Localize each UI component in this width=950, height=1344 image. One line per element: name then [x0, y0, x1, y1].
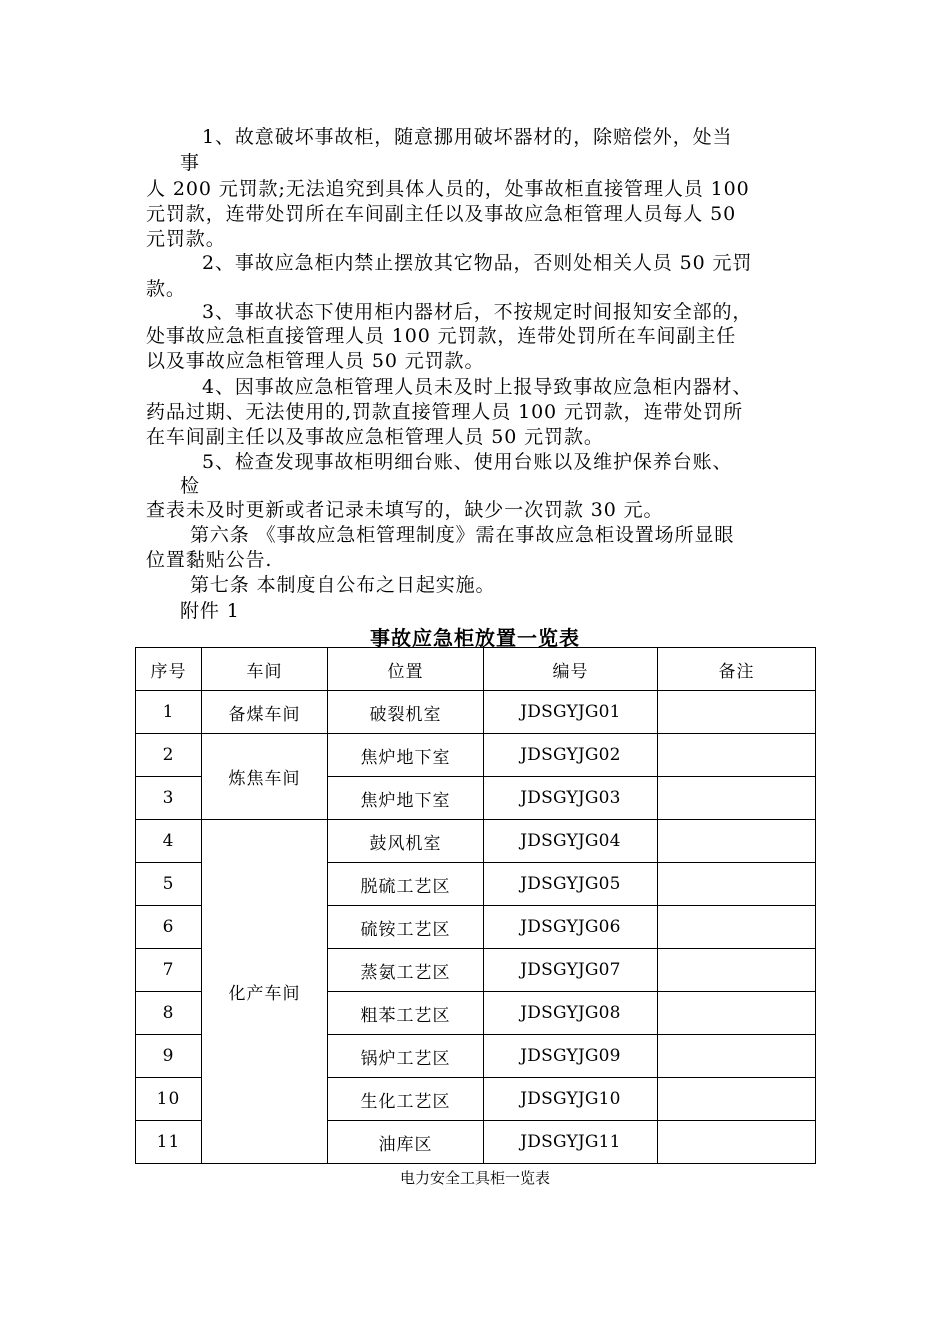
- cell-no: 4: [136, 820, 202, 863]
- cell-location: 油库区: [328, 1121, 484, 1164]
- header-location: 位置: [328, 648, 484, 691]
- paragraph-line: 2、事故应急柜内禁止摆放其它物品，否则处相关人员 50 元罚: [202, 252, 753, 274]
- paragraph-line: 第六条 《事故应急柜管理制度》需在事故应急柜设置场所显眼: [190, 524, 735, 546]
- cell-workshop: 备煤车间: [202, 691, 328, 734]
- table-header-row: [136, 648, 816, 691]
- cell-note: [658, 820, 816, 863]
- cell-code: JDSGYJG08: [484, 992, 658, 1035]
- cell-no: 9: [136, 1035, 202, 1078]
- cell-note: [658, 992, 816, 1035]
- paragraph-line: 处事故应急柜直接管理人员 100 元罚款，连带处罚所在车间副主任: [146, 325, 737, 347]
- cell-code: JDSGYJG03: [484, 777, 658, 820]
- paragraph-line: 药品过期、无法使用的,罚款直接管理人员 100 元罚款，连带处罚所: [146, 401, 744, 423]
- table-title: 事故应急柜放置一览表: [370, 626, 580, 650]
- cell-code: JDSGYJG04: [484, 820, 658, 863]
- paragraph-line: 事: [180, 152, 200, 174]
- header-code: 编号: [484, 648, 658, 691]
- cell-no: 1: [136, 691, 202, 734]
- header-note: 备注: [658, 648, 816, 691]
- paragraph-line: 3、事故状态下使用柜内器材后，不按规定时间报知安全部的，: [202, 301, 753, 323]
- header-no: 序号: [136, 648, 202, 691]
- paragraph-line: 1、故意破坏事故柜，随意挪用破坏器材的，除赔偿外，处当: [202, 126, 733, 148]
- cell-note: [658, 691, 816, 734]
- emergency-cabinet-table: [135, 647, 816, 1164]
- cell-note: [658, 777, 816, 820]
- cell-no: 7: [136, 949, 202, 992]
- paragraph-line: 以及事故应急柜管理人员 50 元罚款。: [146, 350, 485, 372]
- cell-no: 2: [136, 734, 202, 777]
- paragraph-line: 元罚款。: [146, 228, 226, 250]
- cell-workshop: 炼焦车间: [202, 734, 328, 820]
- cell-workshop: 化产车间: [202, 820, 328, 1164]
- cell-note: [658, 1078, 816, 1121]
- table-row: [136, 691, 816, 734]
- cell-no: 8: [136, 992, 202, 1035]
- cell-location: 焦炉地下室: [328, 734, 484, 777]
- cell-no: 6: [136, 906, 202, 949]
- cell-no: 11: [136, 1121, 202, 1164]
- next-table-caption: 电力安全工具柜一览表: [399, 1169, 550, 1187]
- cell-code: JDSGYJG09: [484, 1035, 658, 1078]
- cell-note: [658, 1121, 816, 1164]
- cell-code: JDSGYJG05: [484, 863, 658, 906]
- cell-location: 破裂机室: [328, 691, 484, 734]
- paragraph-line: 人 200 元罚款;无法追究到具体人员的，处事故柜直接管理人员 100: [146, 178, 750, 200]
- paragraph-line: 5、检查发现事故柜明细台账、使用台账以及维护保养台账、: [202, 451, 733, 473]
- table-row: [136, 820, 816, 863]
- table-row: [136, 734, 816, 777]
- cell-no: 10: [136, 1078, 202, 1121]
- cell-code: JDSGYJG10: [484, 1078, 658, 1121]
- cell-location: 鼓风机室: [328, 820, 484, 863]
- paragraph-line: 查表未及时更新或者记录未填写的，缺少一次罚款 30 元。: [146, 499, 664, 521]
- cell-note: [658, 734, 816, 777]
- attachment-label: 附件 1: [180, 600, 240, 622]
- cell-note: [658, 906, 816, 949]
- paragraph-line: 第七条 本制度自公布之日起实施。: [190, 574, 496, 596]
- cell-code: JDSGYJG11: [484, 1121, 658, 1164]
- cell-note: [658, 863, 816, 906]
- cell-location: 脱硫工艺区: [328, 863, 484, 906]
- cell-location: 粗苯工艺区: [328, 992, 484, 1035]
- cell-no: 3: [136, 777, 202, 820]
- paragraph-line: 检: [180, 475, 200, 497]
- cell-code: JDSGYJG01: [484, 691, 658, 734]
- cell-note: [658, 1035, 816, 1078]
- cell-code: JDSGYJG07: [484, 949, 658, 992]
- paragraph-line: 元罚款，连带处罚所在车间副主任以及事故应急柜管理人员每人 50: [146, 203, 737, 225]
- paragraph-line: 在车间副主任以及事故应急柜管理人员 50 元罚款。: [146, 426, 604, 448]
- paragraph-line: 位置黏贴公告.: [146, 549, 273, 571]
- paragraph-line: 款。: [146, 278, 186, 300]
- paragraph-line: 4、因事故应急柜管理人员未及时上报导致事故应急柜内器材、: [202, 376, 753, 398]
- cell-location: 生化工艺区: [328, 1078, 484, 1121]
- cell-note: [658, 949, 816, 992]
- cell-location: 焦炉地下室: [328, 777, 484, 820]
- cell-location: 蒸氨工艺区: [328, 949, 484, 992]
- cell-location: 硫铵工艺区: [328, 906, 484, 949]
- cell-no: 5: [136, 863, 202, 906]
- cell-code: JDSGYJG02: [484, 734, 658, 777]
- header-workshop: 车间: [202, 648, 328, 691]
- cell-location: 锅炉工艺区: [328, 1035, 484, 1078]
- cell-code: JDSGYJG06: [484, 906, 658, 949]
